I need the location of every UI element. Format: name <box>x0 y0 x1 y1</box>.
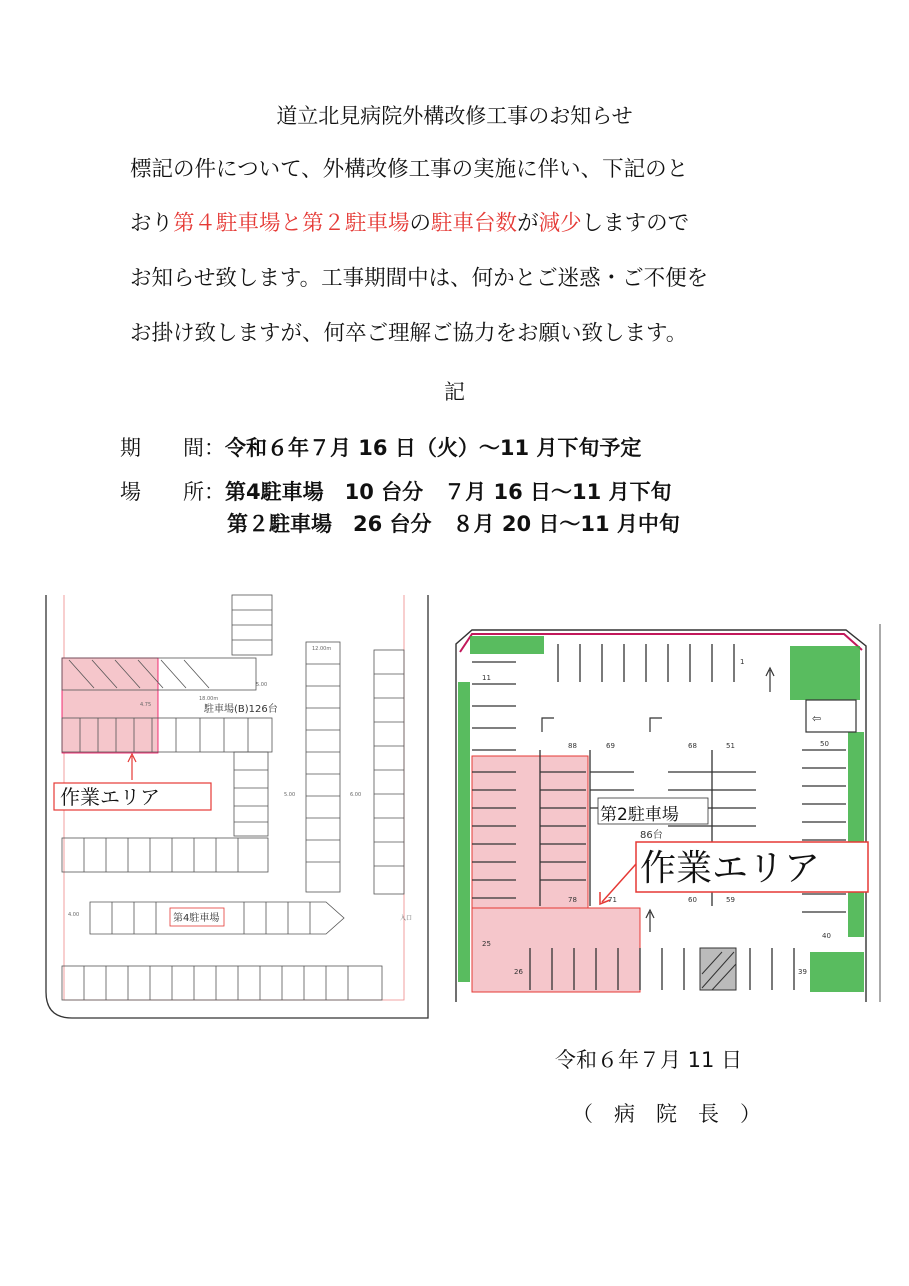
lot2-work-area-label: 作業エリア <box>640 848 821 889</box>
parking-map-lot4 <box>44 590 430 1020</box>
highlight-lots: 第４駐車場と第２駐車場 <box>173 211 410 236</box>
period-value: 令和６年７月 16 日（火）～11 月下旬予定 <box>225 436 642 460</box>
issue-date: 令和６年７月 11 日 <box>555 1048 743 1072</box>
space-number: 78 <box>568 896 577 904</box>
place-line-2: 第２駐車場 26 台分 ８月 20 日～11 月中旬 <box>227 512 680 536</box>
space-number: 71 <box>608 896 617 904</box>
space-number: 39 <box>798 968 807 976</box>
dim-label: 12.00m <box>312 646 332 652</box>
signature: （ 病 院 長 ） <box>572 1102 761 1126</box>
period-label: 期 間： <box>120 436 225 460</box>
paragraph-line-4: お掛け致しますが、何卒ご理解ご協力をお願い致します。 <box>130 321 688 346</box>
lot4-capacity-label: 駐車場(B)126台 <box>204 704 278 715</box>
paragraph-line-1: 標記の件について、外構改修工事の実施に伴い、下記のと <box>130 157 689 182</box>
space-number: 11 <box>482 674 491 682</box>
space-number: 25 <box>482 940 491 948</box>
ki-heading: 記 <box>444 380 465 404</box>
place-row <box>120 476 672 506</box>
dim-label: 4.00 <box>68 912 80 918</box>
paragraph-line-3: お知らせ致します。工事期間中は、何かとご迷惑・ご不便を <box>130 266 709 291</box>
text-segment: の <box>409 211 432 236</box>
arrow-icon: ⇦ <box>812 712 822 725</box>
space-number: 69 <box>606 742 615 750</box>
dim-label: 4.75 <box>140 702 152 708</box>
space-number: 26 <box>514 968 523 976</box>
place-label: 場 所： <box>120 480 225 504</box>
period-row <box>120 432 641 462</box>
dim-label: 5.00 <box>284 792 296 798</box>
lot4-work-area-label: 作業エリア <box>60 785 160 809</box>
space-number: 68 <box>688 742 697 750</box>
dim-label: 18.00m <box>199 696 219 702</box>
space-number: 51 <box>726 742 735 750</box>
dim-label: 6.00 <box>350 792 362 798</box>
lot2-name-label: 第2駐車場 <box>600 805 679 825</box>
lot4-name-label: 第4駐車場 <box>173 913 220 924</box>
space-number: 1 <box>740 658 745 666</box>
parking-map-lot2 <box>450 622 886 1004</box>
highlight-decrease: 減少 <box>538 211 582 236</box>
lot2-capacity-label: 86台 <box>640 830 663 841</box>
paragraph-line-2 <box>130 211 689 237</box>
highlight-count: 駐車台数 <box>431 211 518 236</box>
text-segment: しますので <box>581 211 690 236</box>
dim-label: 5.00 <box>256 682 268 688</box>
notice-title: 道立北見病院外構改修工事のお知らせ <box>276 104 633 128</box>
space-number: 88 <box>568 742 577 750</box>
text-segment: おり <box>130 211 174 236</box>
space-number: 40 <box>822 932 831 940</box>
space-number: 59 <box>726 896 735 904</box>
space-number: 50 <box>820 740 829 748</box>
place-line-1: 第4駐車場 10 台分 ７月 16 日～11 月下旬 <box>225 480 672 504</box>
entrance-label: 入口 <box>400 915 413 922</box>
text-segment: が <box>517 211 539 236</box>
space-number: 60 <box>688 896 697 904</box>
